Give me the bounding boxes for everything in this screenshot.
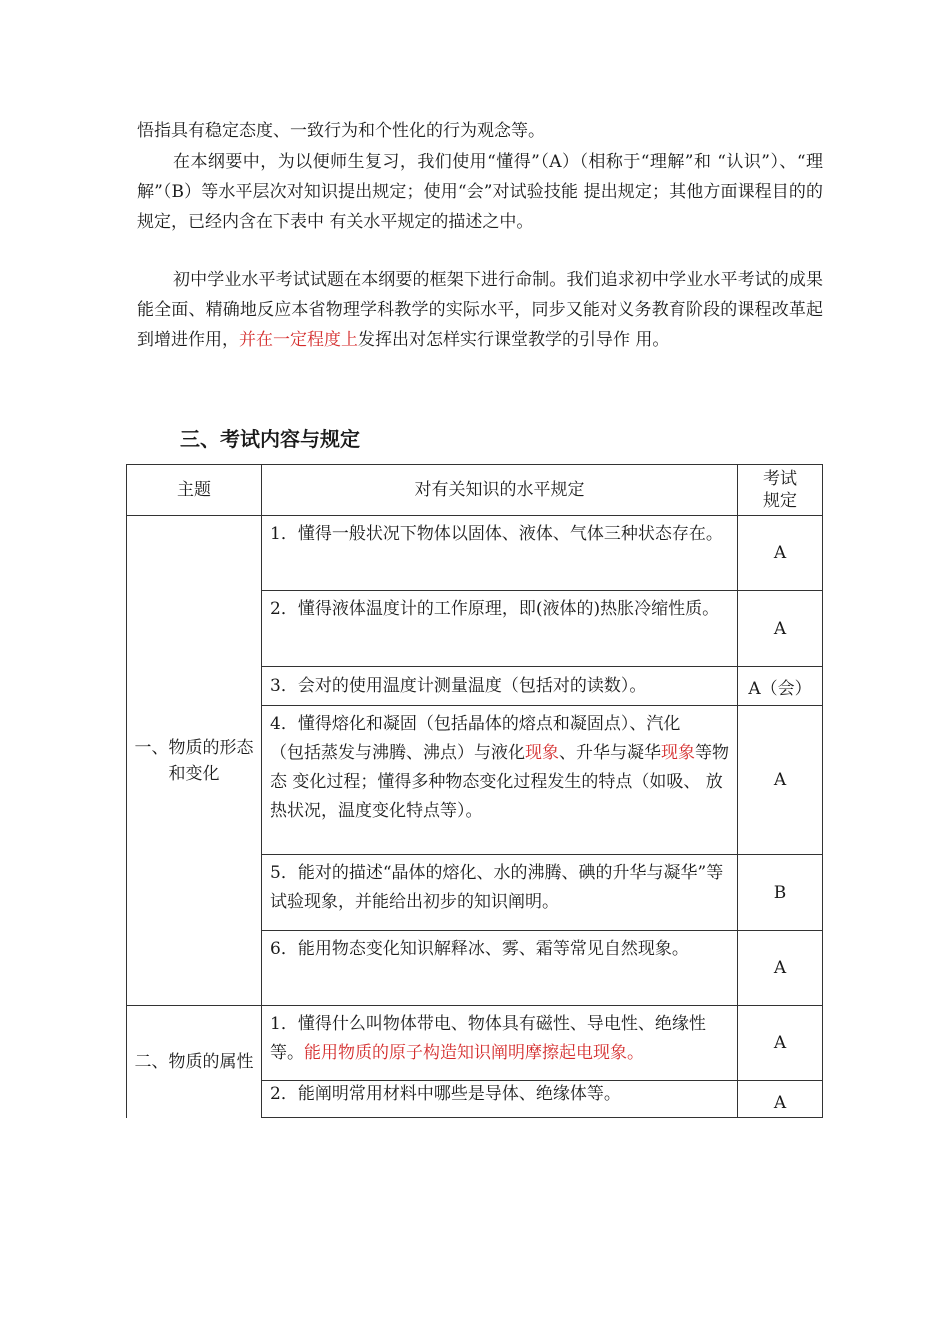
table-row — [127, 516, 823, 591]
requirement-text: 等物态 变化过程；懂得多种物态变化过程发生的特点（如吸、 放热状况，温度变化特点等）。 — [270, 743, 729, 821]
topic-cell-state-change: 一、物质的形态和变化 — [127, 516, 262, 1006]
requirement-text: （包括蒸发与沸腾、沸点）与液化 — [270, 743, 525, 763]
paragraph-3-text: 初中学业水平考试试题在本纲要的框架下进行命制。我们追求初中学业水平考试的成果能全面、精确地反应本省物理学科教学的实际水平，同步又能对义务教育阶段的课程改革起到增进作用， — [137, 270, 823, 350]
paragraph-3-red-text: 并在一定程度上 — [239, 330, 358, 350]
paragraph-3 — [137, 265, 823, 355]
header-requirement: 对有关知识的水平规定 — [262, 465, 738, 516]
level-cell: A（会） — [738, 667, 823, 706]
level-cell: A — [738, 1081, 823, 1118]
topic-cell-properties: 二、物质的属性 — [127, 1006, 262, 1118]
header-topic: 主题 — [127, 465, 262, 516]
requirement-cell: 1．懂得一般状况下物体以固体、液体、气体三种状态存在。 — [262, 516, 738, 591]
header-level — [738, 465, 823, 516]
level-cell: A — [738, 931, 823, 1006]
level-cell: A — [738, 591, 823, 667]
requirement-cell: 2．能阐明常用材料中哪些是导体、绝缘体等。 — [262, 1081, 738, 1118]
section-heading: 三、考试内容与规定 — [180, 427, 360, 451]
paragraph-2: 在本纲要中，为以便师生复习，我们使用“懂得”（A）（相称于“理解”和 “认识”）、“理解”（B）等水平层次对知识提出规定；使用“会”对试验技能 提出规定；其他方面课程目的的规定，已经内含在下表中 有关水平规定的描述之中。 — [137, 152, 823, 232]
requirement-cell — [262, 1006, 738, 1081]
level-cell: A — [738, 706, 823, 855]
requirement-red-text: 现象 — [525, 743, 559, 763]
paragraph-3-text-end: 发挥出对怎样实行课堂教学的引导作 用。 — [358, 330, 670, 350]
level-cell: A — [738, 516, 823, 591]
requirement-red-text: 现象 — [661, 743, 695, 763]
requirements-table — [126, 464, 823, 1118]
requirement-cell: 5．能对的描述“晶体的熔化、水的沸腾、碘的升华与凝华”等试验现象，并能给出初步的知识阐明。 — [262, 855, 738, 931]
header-level-line2: 规定 — [763, 491, 797, 511]
table-row — [127, 1006, 823, 1081]
level-cell: B — [738, 855, 823, 931]
requirement-red-text: 能用物质的原子构造知识阐明摩擦起电现象。 — [304, 1043, 644, 1063]
table-header-row — [127, 465, 823, 516]
requirement-cell: 6．能用物态变化知识解释冰、雾、霜等常见自然现象。 — [262, 931, 738, 1006]
requirement-text: 、升华与凝华 — [559, 743, 661, 763]
paragraph-1: 悟指具有稳定态度、一致行为和个性化的行为观念等。 — [137, 121, 545, 141]
requirement-cell: 2．懂得液体温度计的工作原理，即(液体的)热胀冷缩性质。 — [262, 591, 738, 667]
requirement-cell: 3．会对的使用温度计测量温度（包括对的读数）。 — [262, 667, 738, 706]
requirement-cell — [262, 706, 738, 855]
level-cell: A — [738, 1006, 823, 1081]
requirement-text: 1．懂得什么叫物体带电、物体具有磁性、导电性、绝缘性等。 — [270, 1014, 706, 1063]
requirement-text: 4．懂得熔化和凝固（包括晶体的熔点和凝固点）、汽化 — [270, 714, 681, 734]
header-level-line1: 考试 — [763, 469, 797, 489]
